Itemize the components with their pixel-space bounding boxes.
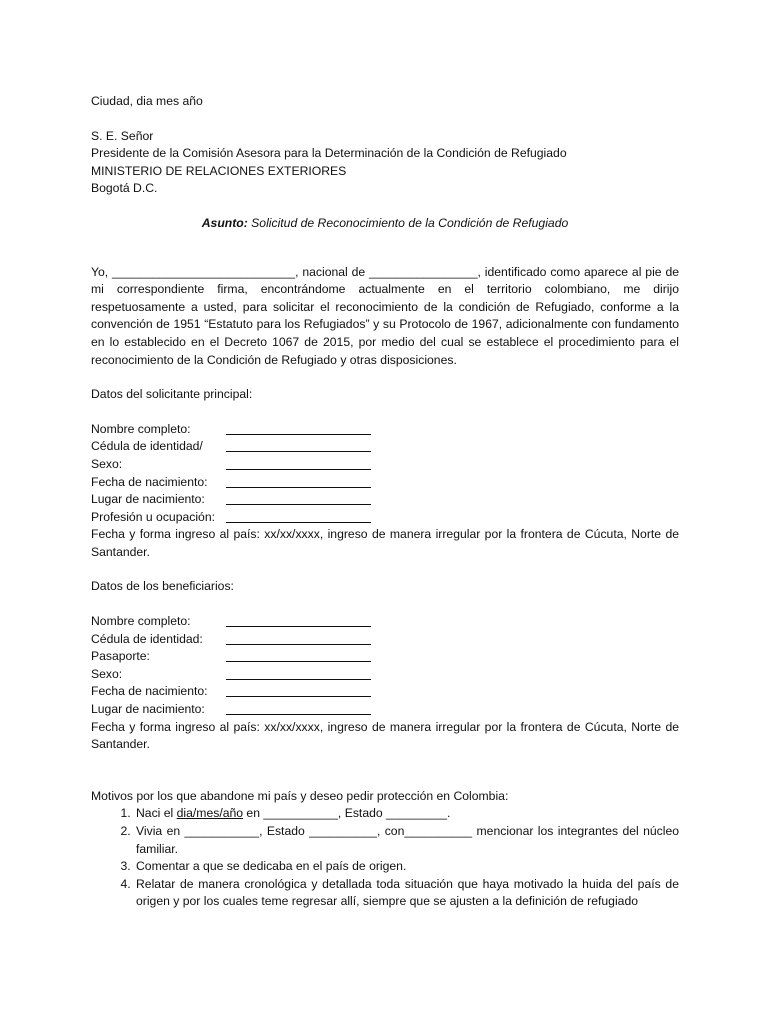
form-field [91,491,679,509]
form-field [91,701,679,719]
form-field [91,648,679,666]
field-label: Sexo: [91,456,123,471]
fill-in-blank[interactable] [226,648,371,662]
list-item [134,805,679,823]
form-field [91,613,679,631]
field-label: Cédula de identidad/ [91,439,203,454]
fill-in-blank[interactable] [226,683,371,697]
fill-in-blank[interactable] [226,456,371,470]
recipient-city: Bogotá D.C. [91,181,158,196]
ministry-name: MINISTERIO DE RELACIONES EXTERIORES [91,163,347,178]
subject-line [91,215,679,233]
recipient-title: Presidente de la Comisión Asesora para la Determinación de la Condición de Refugiado [91,146,567,161]
form-field [91,683,679,701]
fill-in-blank[interactable] [226,701,371,715]
form-field [91,421,679,439]
beneficiaries-entry-note: Fecha y forma ingreso al país: xx/xx/xxxx, ingreso de manera irregular por la frontera de Cúcuta, Norte de Santander. [91,719,679,752]
applicant-fields [91,421,679,527]
list-item: 3. Comentar a que se dedicaba en el país de origen. [134,858,679,876]
form-field [91,438,679,456]
subject-text: Solicitud de Reconocimiento de la Condición de Refugiado [247,215,569,230]
field-label: Sexo: [91,666,123,681]
field-label: Nombre completo: [91,421,191,436]
form-field [91,456,679,474]
field-label: Fecha de nacimiento: [91,474,208,489]
fill-in-blank[interactable] [226,474,371,488]
fill-in-blank[interactable] [226,438,371,452]
beneficiary-fields [91,613,679,719]
subject-label: Asunto: [201,215,248,230]
fill-in-blank[interactable] [226,613,371,627]
item-text: en ___________, Estado _________. [243,806,451,821]
applicant-entry-note: Fecha y forma ingreso al país: xx/xx/xxxx, ingreso de manera irregular por la frontera de Cúcuta, Norte de Santander. [91,527,679,559]
motives-list [91,805,679,911]
form-field [91,509,679,527]
field-label: Lugar de nacimiento: [91,492,205,507]
fill-in-blank[interactable] [226,631,371,645]
form-field [91,666,679,684]
field-label: Cédula de identidad: [91,631,203,646]
letter-body [91,93,679,911]
applicant-section-title: Datos del solicitante principal: [91,387,253,402]
field-label: Fecha de nacimiento: [91,684,208,699]
intro-paragraph: Yo, ___________________________, nacional de ________________, identificado como aparece al pie de mi correspondiente firma, encontrándome actualmente en el territorio colombiano, me dirijo respetuosamente a usted, para solicitar el reconocimiento de la condición de Refugiado, conforme a la convención de 1951 “Estatuto para los Refugiados” y su Protocolo de 1967, adicionalmente con fundamento en lo establecido en el Decreto 1067 de 2015, por medio del cual se establece el procedimiento para el reconocimiento de la Condición de Refugiado y otras disposiciones. [91,264,679,367]
fill-in-blank[interactable] [226,666,371,680]
field-label: Pasaporte: [91,649,150,664]
salutation: S. E. Señor [91,128,154,143]
motives-section-title: Motivos por los que abandone mi país y deseo pedir protección en Colombia: [91,788,509,803]
date-line: Ciudad, dia mes año [91,94,203,108]
fill-in-blank[interactable] [226,491,371,505]
field-label: Nombre completo: [91,614,191,629]
birth-date-placeholder: dia/mes/año [176,806,244,821]
beneficiaries-section-title: Datos de los beneficiarios: [91,579,234,594]
list-item: 4. Relatar de manera cronológica y detallada toda situación que haya motivado la huida del país de origen y por los cuales teme regresar allí, siempre que se ajusten a la definición de refugiado [134,876,679,911]
item-text: Naci el [136,806,177,821]
form-field [91,631,679,649]
list-item: 2. Vivia en ___________, Estado __________, con__________ mencionar los integrantes del núcleo familiar. [134,823,679,858]
fill-in-blank[interactable] [226,421,371,435]
form-field [91,474,679,492]
field-label: Profesión u ocupación: [91,509,215,524]
fill-in-blank[interactable] [226,509,371,523]
spacer [91,754,679,788]
field-label: Lugar de nacimiento: [91,702,205,717]
recipient-address [91,128,679,198]
